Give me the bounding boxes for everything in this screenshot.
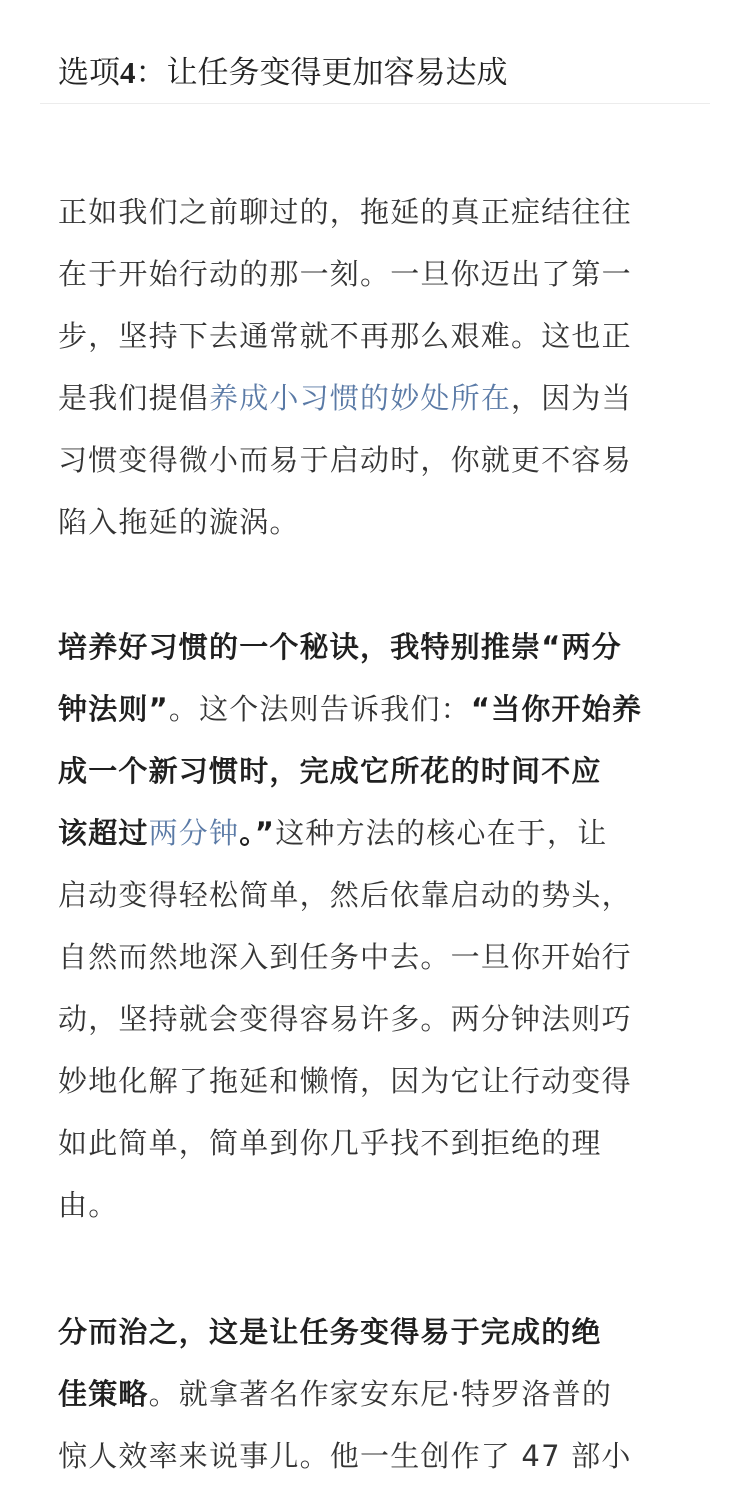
paragraph-line: 正如我们之前聊过的，拖延的真正症结往往	[58, 195, 632, 229]
paragraph-text: 这种方法的核心在于，让	[275, 816, 608, 850]
section-heading	[58, 52, 698, 94]
bold-text: “当你开始养	[470, 692, 643, 726]
bold-text: 成一个新习惯时，完成它所花的时间不应	[58, 754, 602, 788]
heading-prefix: 选项	[58, 55, 120, 91]
paragraph-line: 由。	[58, 1188, 119, 1222]
bold-text: 该超过	[58, 816, 149, 850]
heading-divider	[40, 103, 710, 104]
bold-text: 钟法则”	[58, 692, 169, 726]
heading-suffix: ：让任务变得更加容易达成	[135, 55, 508, 91]
bold-text: 佳策略	[58, 1377, 149, 1411]
paragraph-text: 。这个法则告诉我们：	[168, 692, 471, 726]
paragraph-line: 启动变得轻松简单，然后依靠启动的势头，	[58, 878, 632, 912]
bold-text: 。”	[239, 816, 276, 850]
paragraph-line	[58, 1301, 694, 1363]
paragraph-line	[58, 678, 694, 740]
paragraph-1	[58, 181, 694, 553]
paragraph-line: 如此简单，简单到你几乎找不到拒绝的理	[58, 1126, 602, 1160]
paragraph-line	[58, 616, 694, 678]
bold-text: 分而治之，这是让任务变得易于完成的绝	[58, 1315, 602, 1349]
paragraph-line: 动，坚持就会变得容易许多。两分钟法则巧	[58, 1002, 632, 1036]
small-habits-link[interactable]: 养成小习惯的妙处所在	[209, 381, 512, 415]
heading-number: 4	[120, 55, 136, 90]
paragraph-line	[58, 367, 694, 429]
paragraph-text: 。就拿著名作家安东尼·特罗洛普的	[148, 1377, 613, 1411]
paragraph-line: 陷入拖延的漩涡。	[58, 505, 300, 539]
paragraph-line: 步，坚持下去通常就不再那么艰难。这也正	[58, 319, 632, 353]
paragraph-line: 习惯变得微小而易于启动时，你就更不容易	[58, 443, 632, 477]
paragraph-line	[58, 802, 694, 864]
paragraph-text: 是我们提倡	[58, 381, 210, 415]
paragraph-line	[58, 1363, 694, 1425]
two-minutes-link[interactable]: 两分钟	[148, 816, 240, 850]
paragraph-line: 自然而然地深入到任务中去。一旦你开始行	[58, 940, 632, 974]
paragraph-line: 在于开始行动的那一刻。一旦你迈出了第一	[58, 257, 632, 291]
paragraph-line	[58, 740, 694, 802]
paragraph-line: 妙地化解了拖延和懒惰，因为它让行动变得	[58, 1064, 632, 1098]
paragraph-2	[58, 616, 694, 1236]
paragraph-3	[58, 1301, 694, 1487]
bold-text: 培养好习惯的一个秘诀，我特别推崇“两分	[58, 630, 622, 664]
paragraph-line: 惊人效率来说事儿。他一生创作了 47 部小	[58, 1439, 632, 1473]
paragraph-text: ，因为当	[511, 381, 632, 415]
